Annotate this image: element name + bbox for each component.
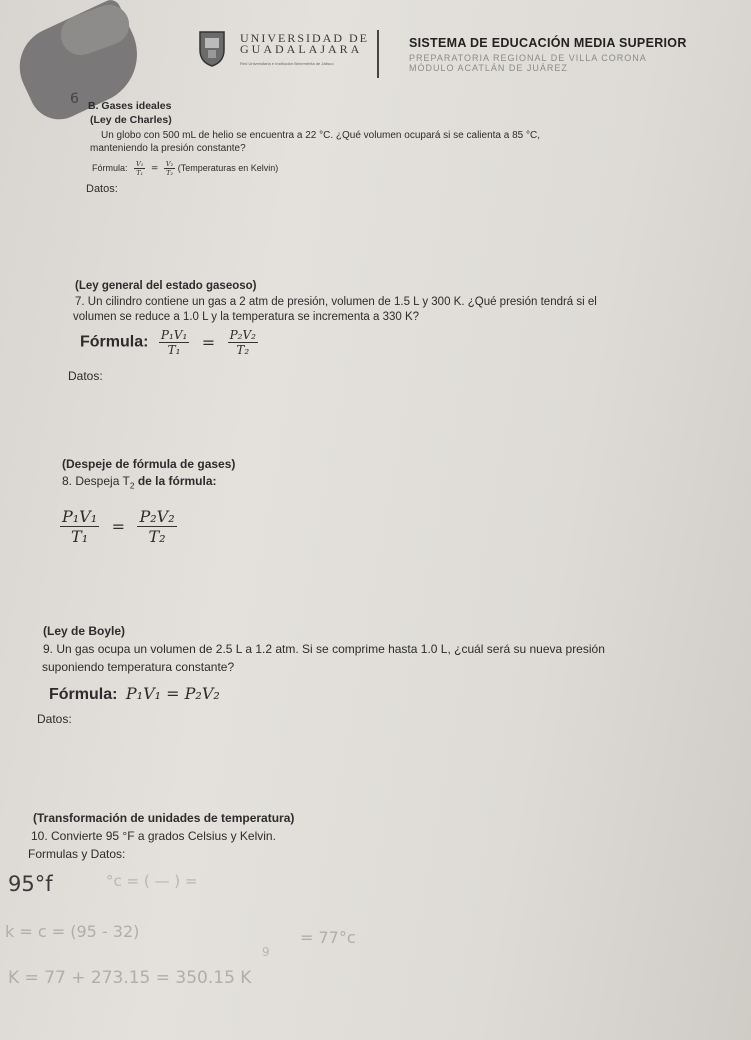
problem-10: 10. Convierte 95 °F a grados Celsius y Kelvin. (31, 829, 276, 843)
page-mark: 6 (70, 91, 79, 107)
problem-7-line1: 7. Un cilindro contiene un gas a 2 atm de presión, volumen de 1.5 L y 300 K. ¿Qué presión tendrá si el (75, 296, 597, 308)
problem-8-suffix: de la fórmula: (134, 474, 217, 488)
fraction-v1-t1 (134, 160, 145, 177)
university-name (240, 33, 369, 55)
formula-7 (80, 328, 258, 357)
section-title: B. Gases ideales (88, 100, 172, 112)
header-divider (377, 30, 379, 78)
formula-charles (92, 160, 278, 177)
formula-label: Fórmula: (80, 333, 149, 351)
datos-label: Datos: (68, 369, 103, 383)
numerator: P₁V₁ (62, 507, 98, 526)
problem-9-line2: suponiendo temperatura constante? (42, 660, 235, 674)
university-line1: UNIVERSIDAD DE (240, 31, 369, 45)
handwritten-95f: 95°f (8, 872, 53, 896)
equals-sign: = (201, 333, 216, 352)
datos-label: Datos: (86, 183, 118, 195)
problem-charles-line2: manteniendo la presión constante? (90, 143, 246, 154)
formula-label: Fórmula: (49, 686, 118, 703)
denominator: T₁ (71, 527, 89, 546)
fraction-p1v1-t1 (159, 328, 189, 357)
problem-7-line2: volumen se reduce a 1.0 L y la temperatura se incrementa a 330 K? (73, 311, 420, 323)
fraction-v2-t2 (164, 160, 175, 177)
formula-9 (49, 684, 220, 704)
module-line: MÓDULO ACATLÁN DE JUÁREZ (409, 63, 568, 73)
problem-charles-line1: Un globo con 500 mL de helio se encuentra a 22 °C. ¿Qué volumen ocupará si se calienta a 85 °C, (101, 130, 540, 141)
denominator: T₂ (236, 343, 250, 357)
formula-boyle: P₁V₁ = P₂V₂ (125, 684, 220, 703)
law-despeje: (Despeje de fórmula de gases) (62, 457, 236, 471)
problem-8 (62, 474, 217, 490)
university-line2: GUADALAJARA (240, 42, 363, 56)
numerator: P₁V₁ (160, 328, 188, 342)
equals-sign: = (111, 517, 126, 536)
handwritten-77c: = 77°c (300, 928, 356, 947)
fraction-p1v1-t1 (60, 507, 99, 546)
numerator: P₂V₂ (139, 507, 175, 526)
numerator: P₂V₂ (229, 328, 256, 342)
formula-note: (Temperaturas en Kelvin) (177, 162, 279, 173)
handwritten-k-line: k = c = (95 - 32) (5, 922, 140, 941)
handwritten-celsius-formula: °c = ( — ) = (106, 872, 198, 890)
denominator: T₂ (148, 527, 166, 546)
formula-8 (60, 507, 177, 546)
problem-9-line1: 9. Un gas ocupa un volumen de 2.5 L a 1.2 atm. Si se comprime hasta 1.0 L, ¿cuál será su nueva presión (43, 642, 605, 656)
law-boyle: (Ley de Boyle) (43, 624, 126, 638)
system-title: SISTEMA DE EDUCACIÓN MEDIA SUPERIOR (409, 36, 687, 50)
denominator: T₂ (166, 169, 174, 177)
denominator: T₁ (136, 169, 144, 177)
law-general: (Ley general del estado gaseoso) (75, 280, 257, 292)
formula-label: Fórmula: (92, 162, 128, 173)
numerator: V₁ (136, 160, 144, 168)
datos-label: Datos: (37, 712, 72, 726)
law-charles: (Ley de Charles) (90, 114, 172, 126)
handwritten-denominator: 9 (262, 945, 270, 959)
equals-sign: = (150, 163, 159, 174)
problem-8-prefix: 8. Despeja T (62, 474, 130, 488)
university-subtitle: Red Universitaria e Institución Benemérita de Jalisco (240, 61, 334, 66)
university-crest-icon (196, 28, 228, 68)
prep-line: PREPARATORIA REGIONAL DE VILLA CORONA (409, 53, 647, 63)
denominator: T₁ (167, 343, 181, 357)
handwritten-kelvin-result: K = 77 + 273.15 = 350.15 K (8, 968, 252, 988)
problem-8-subscript: 2 (129, 480, 135, 491)
fraction-p2v2-t2 (137, 507, 176, 546)
law-temperatura: (Transformación de unidades de temperatura) (33, 811, 295, 825)
numerator: V₂ (165, 160, 174, 168)
formulas-datos-label: Formulas y Datos: (28, 847, 126, 861)
fraction-p2v2-t2 (228, 328, 258, 357)
